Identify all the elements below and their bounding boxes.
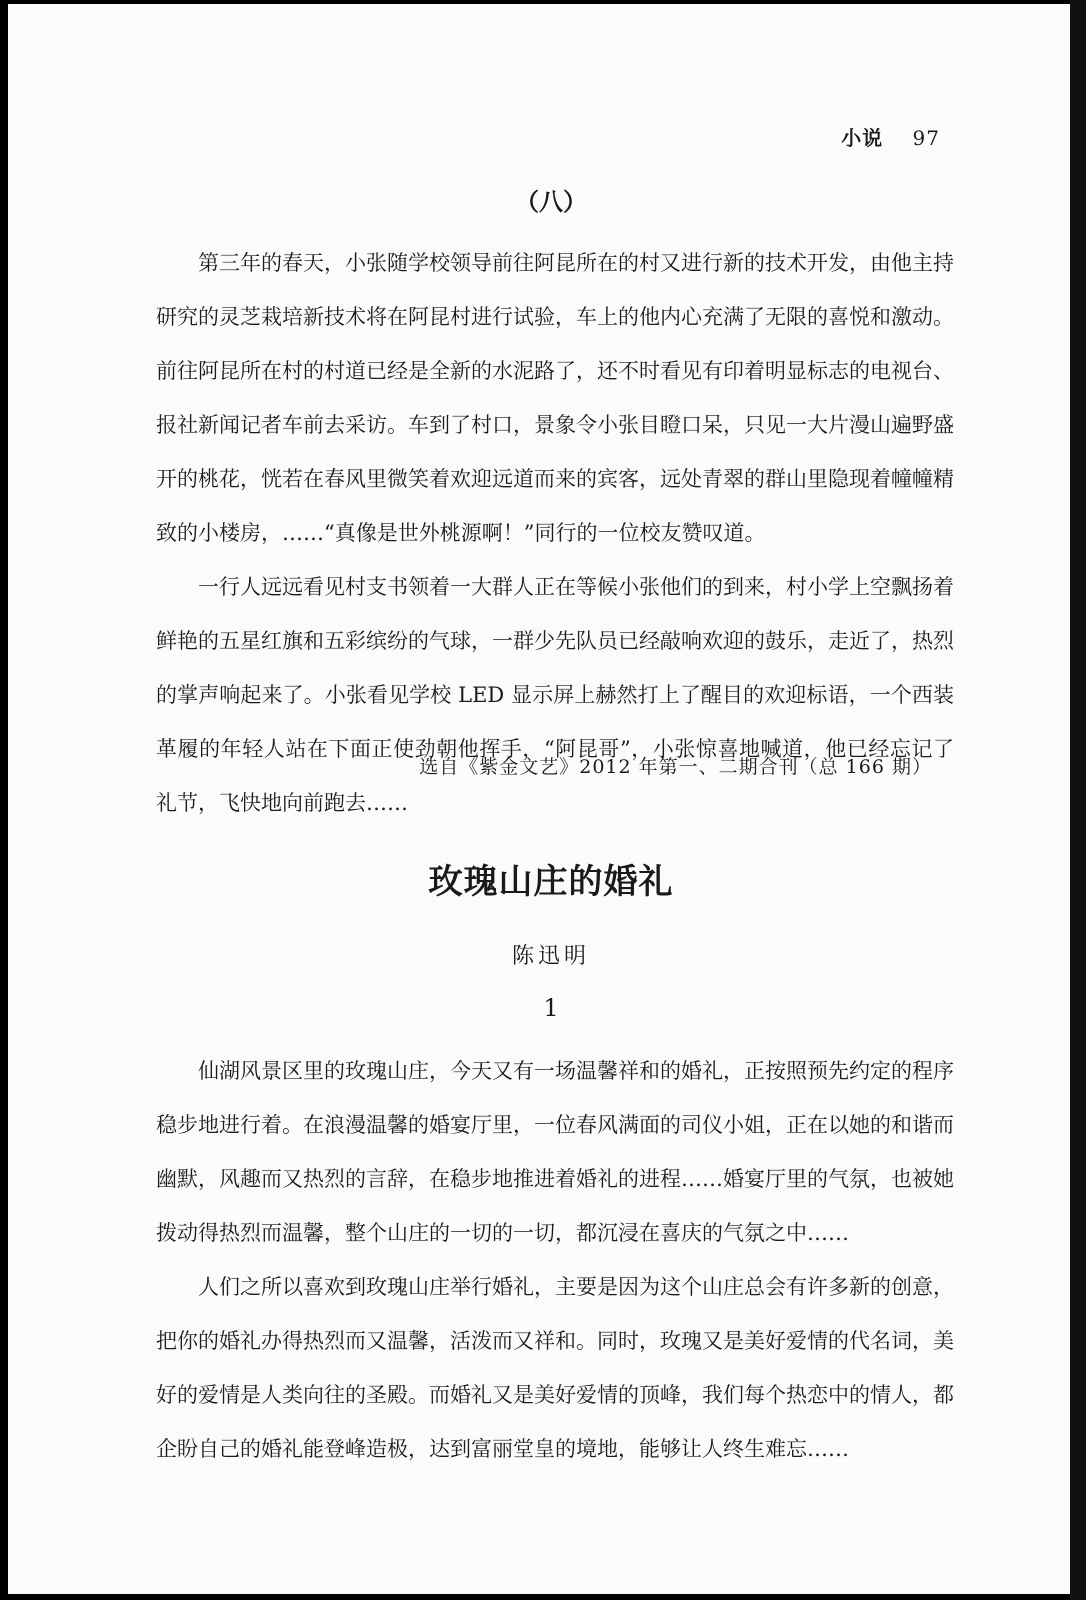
story-paragraph-1: 仙湖风景区里的玫瑰山庄，今天又有一场温馨祥和的婚礼，正按照预先约定的程序稳步地进行着。在浪漫温馨的婚宴厅里，一位春风满面的司仪小姐，正在以她的和谐而幽默，风趣而又热烈的言辞，在稳步地推进着婚礼的进程……婚宴厅里的气氛，也被她拨动得热烈而温馨，整个山庄的一切的一切，都沉浸在喜庆的气氛之中…… xyxy=(156,1059,954,1245)
page-number: 97 xyxy=(912,126,940,150)
book-page xyxy=(8,4,1070,1594)
scan-edge xyxy=(1070,0,1086,1600)
story-body xyxy=(156,1044,954,1476)
header-section-label: 小说 xyxy=(841,126,884,150)
part1-paragraph-1: 第三年的春天，小张随学校领导前往阿昆所在的村又进行新的技术开发，由他主持研究的灵芝栽培新技术将在阿昆村进行试验，车上的他内心充满了无限的喜悦和激动。前往阿昆所在村的村道已经是全新的水泥路了，还不时看见有印着明显标志的电视台、报社新闻记者车前去采访。车到了村口，景象令小张目瞪口呆，只见一大片漫山遍野盛开的桃花，恍若在春风里微笑着欢迎远道而来的宾客，远处青翠的群山里隐现着幢幢精致的小楼房，……“真像是世外桃源啊！”同行的一位校友赞叹道。 xyxy=(156,251,954,545)
story-paragraph-2: 人们之所以喜欢到玫瑰山庄举行婚礼，主要是因为这个山庄总会有许多新的创意，把你的婚礼办得热烈而又温馨，活泼而又祥和。同时，玫瑰又是美好爱情的代名词，美好的爱情是人类向往的圣殿。而婚礼又是美好爱情的顶峰，我们每个热恋中的情人，都企盼自己的婚礼能登峰造极，达到富丽堂皇的境地，能够让人终生难忘…… xyxy=(156,1275,954,1461)
story-section-number: 1 xyxy=(543,994,559,1022)
running-header xyxy=(841,122,940,151)
part1-body xyxy=(156,236,954,830)
part1-paragraph-2: 一行人远远看见村支书领着一大群人正在等候小张他们的到来，村小学上空飘扬着鲜艳的五星红旗和五彩缤纷的气球，一群少先队员已经敲响欢迎的鼓乐，走近了，热烈的掌声响起来了。小张看见学校 LED 显示屏上赫然打上了醒目的欢迎标语，一个西装革履的年轻人站在下面正使劲朝他挥手，“阿昆哥”，小张惊喜地喊道，他已经忘记了礼节，飞快地向前跑去…… xyxy=(156,575,954,815)
story-author: 陈迅明 xyxy=(511,944,590,969)
source-citation: 选自《紫金文艺》2012 年第一、二期合刊（总 166 期） xyxy=(419,756,932,778)
story-title: 玫瑰山庄的婚礼 xyxy=(428,862,674,902)
chapter-heading: （八） xyxy=(515,188,587,216)
